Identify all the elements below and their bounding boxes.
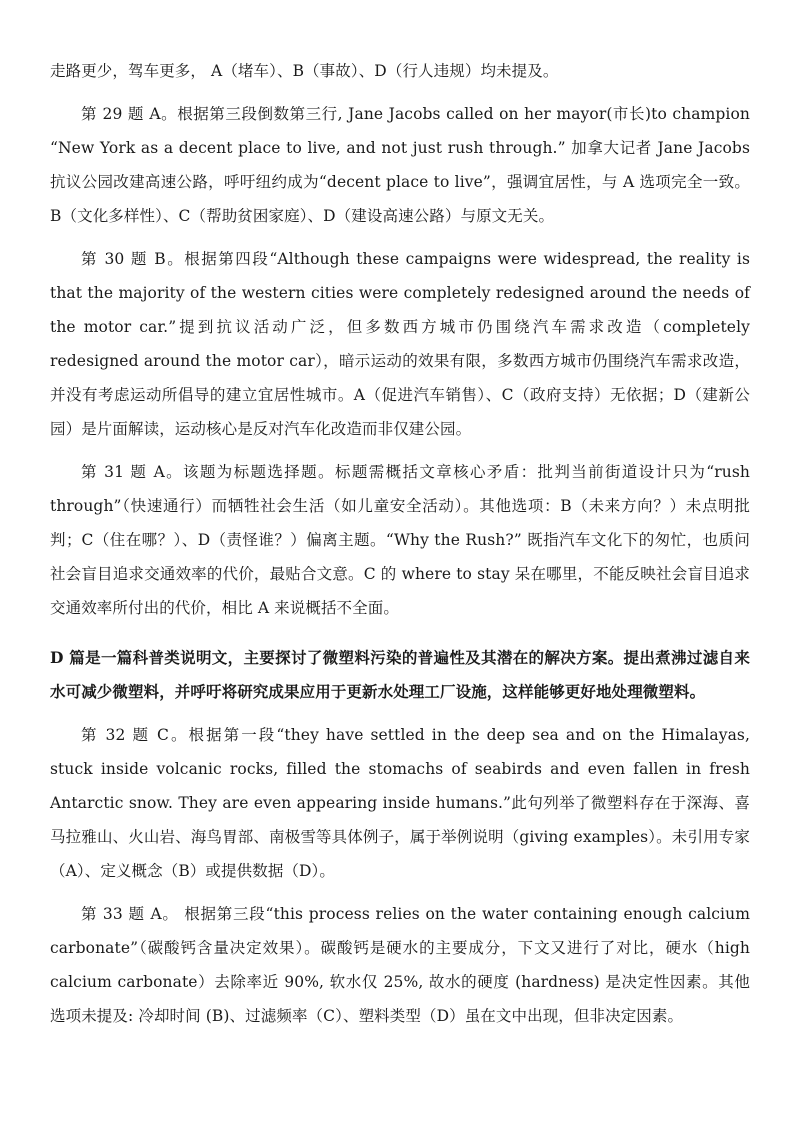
paragraph-q31: 第 31 题 A。该题为标题选择题。标题需概括文章核心矛盾：批判当前街道设计只为“rush through”（快速通行）而牺牲社会生活（如儿童安全活动）。其他选项：B（未来方向？）未点明批判；C（住在哪？）、D（责怪谁？）偏离主题。“Why the Rush?” 既指汽车文化下的匆忙，也质问社会盲目追求交通效率的代价，最贴合文意。C 的 where to stay 呆在哪里，不能反映社会盲目追求交通效率所付出的代价，相比 A 来说概括不全面。 [50, 463, 750, 617]
paragraph-q30: 第 30 题 B。根据第四段“Although these campaigns were widespread, the reality is that the majority of the western cities were completely redesigned around the needs of the motor car.”提到抗议活动广泛，但多数西方城市仍围绕汽车需求改造（completely redesigned around the motor car），暗示运动的效果有限，多数西方城市仍围绕汽车需求改造，并没有考虑运动所倡导的建立宜居性城市。A（促进汽车销售）、C（政府支持）无依据；D（建新公园）是片面解读，运动核心是反对汽车化改造而非仅建公园。 [50, 250, 750, 438]
passage-d-summary: D 篇是一篇科普类说明文，主要探讨了微塑料污染的普遍性及其潜在的解决方案。提出煮沸过滤自来水可减少微塑料，并呼吁将研究成果应用于更新水处理工厂设施，这样能够更好地处理微塑料。 [50, 648, 750, 701]
paragraph-q28-end: 走路更少，驾车更多， A（堵车）、B（事故）、D（行人违规）均未提及。 [50, 62, 559, 80]
paragraph-q29: 第 29 题 A。根据第三段倒数第三行, Jane Jacobs called on her mayor(市长)to champion “New York as a decent place to live, and not just rush through.” 加拿大记者 Jane Jacobs 抗议公园改建高速公路，呼吁纽约成为“decent place to live”，强调宜居性，与 A 选项完全一致。 B（文化多样性）、C（帮助贫困家庭）、D（建设高速公路）与原文无关。 [50, 105, 750, 225]
paragraph-q32: 第 32 题 C。根据第一段“they have settled in the deep sea and on the Himalayas, stuck inside volcanic rocks, filled the stomachs of seabirds and even fallen in fresh Antarctic snow. They are even appearing inside humans.”此句列举了微塑料存在于深海、喜马拉雅山、火山岩、海鸟胃部、南极雪等具体例子，属于举例说明（giving examples）。未引用专家（A）、定义概念（B）或提供数据（D）。 [50, 726, 750, 880]
paragraph-q33: 第 33 题 A。 根据第三段“this process relies on the water containing enough calcium carbonate”（碳酸钙含量决定效果）。碳酸钙是硬水的主要成分，下文又进行了对比，硬水（high calcium carbonate）去除率近 90%, 软水仅 25%, 故水的硬度 (hardness) 是决定性因素。其他选项未提及: 冷却时间 (B)、过滤频率（C）、塑料类型（D）虽在文中出现，但非决定因素。 [50, 905, 750, 1025]
